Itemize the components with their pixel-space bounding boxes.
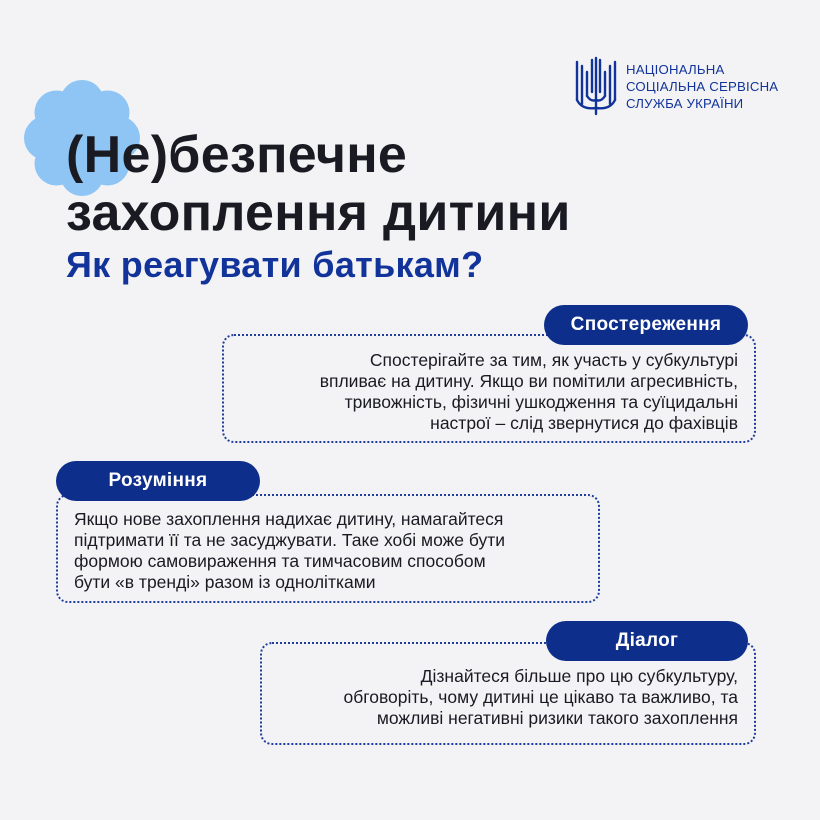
logo-line-2: СОЦІАЛЬНА СЕРВІСНА [626, 78, 779, 94]
logo-line-3: СЛУЖБА УКРАЇНИ [626, 95, 744, 111]
trident-logo-icon [574, 56, 618, 116]
section-card-understanding [56, 494, 600, 603]
card-text-line: Спостерігайте за тим, як участь у субкультурі [369, 350, 738, 370]
card-text-line: можливі негативні ризики такого захоплення [376, 708, 738, 728]
card-text-line: тривожність, фізичні ушкодження та суїцидальні [344, 392, 738, 412]
title-line-1: (Не)безпечне [66, 126, 408, 184]
card-text-line: обговоріть, чому дитині це цікаво та важливо, та [343, 687, 738, 707]
card-text-line: формою самовираження та тимчасовим способом [74, 551, 486, 571]
title-line-2: захоплення дитини [66, 184, 571, 242]
section-label-understanding: Розуміння [56, 461, 260, 501]
nssu-logo [574, 56, 778, 116]
card-text-line: Дізнайтеся більше про цю субкультуру, [420, 666, 738, 686]
section-label-observation: Спостереження [544, 305, 748, 345]
card-text-line: підтримати її та не засуджувати. Таке хобі може бути [74, 530, 506, 550]
card-text-line: настрої – слід звернутися до фахівців [430, 413, 738, 433]
section-label-dialogue: Діалог [546, 621, 748, 661]
card-text-line: Якщо нове захоплення надихає дитину, намагайтеся [74, 509, 504, 529]
logo-line-1: НАЦІОНАЛЬНА [626, 61, 725, 77]
section-card-observation [222, 334, 756, 443]
page-subtitle: Як реагувати батькам? [66, 244, 484, 285]
card-text-line: впливає на дитину. Якщо ви помітили агресивність, [319, 371, 738, 391]
page-title [66, 126, 571, 242]
logo-text [626, 61, 778, 112]
card-text-line: бути «в тренді» разом із однолітками [74, 572, 376, 592]
